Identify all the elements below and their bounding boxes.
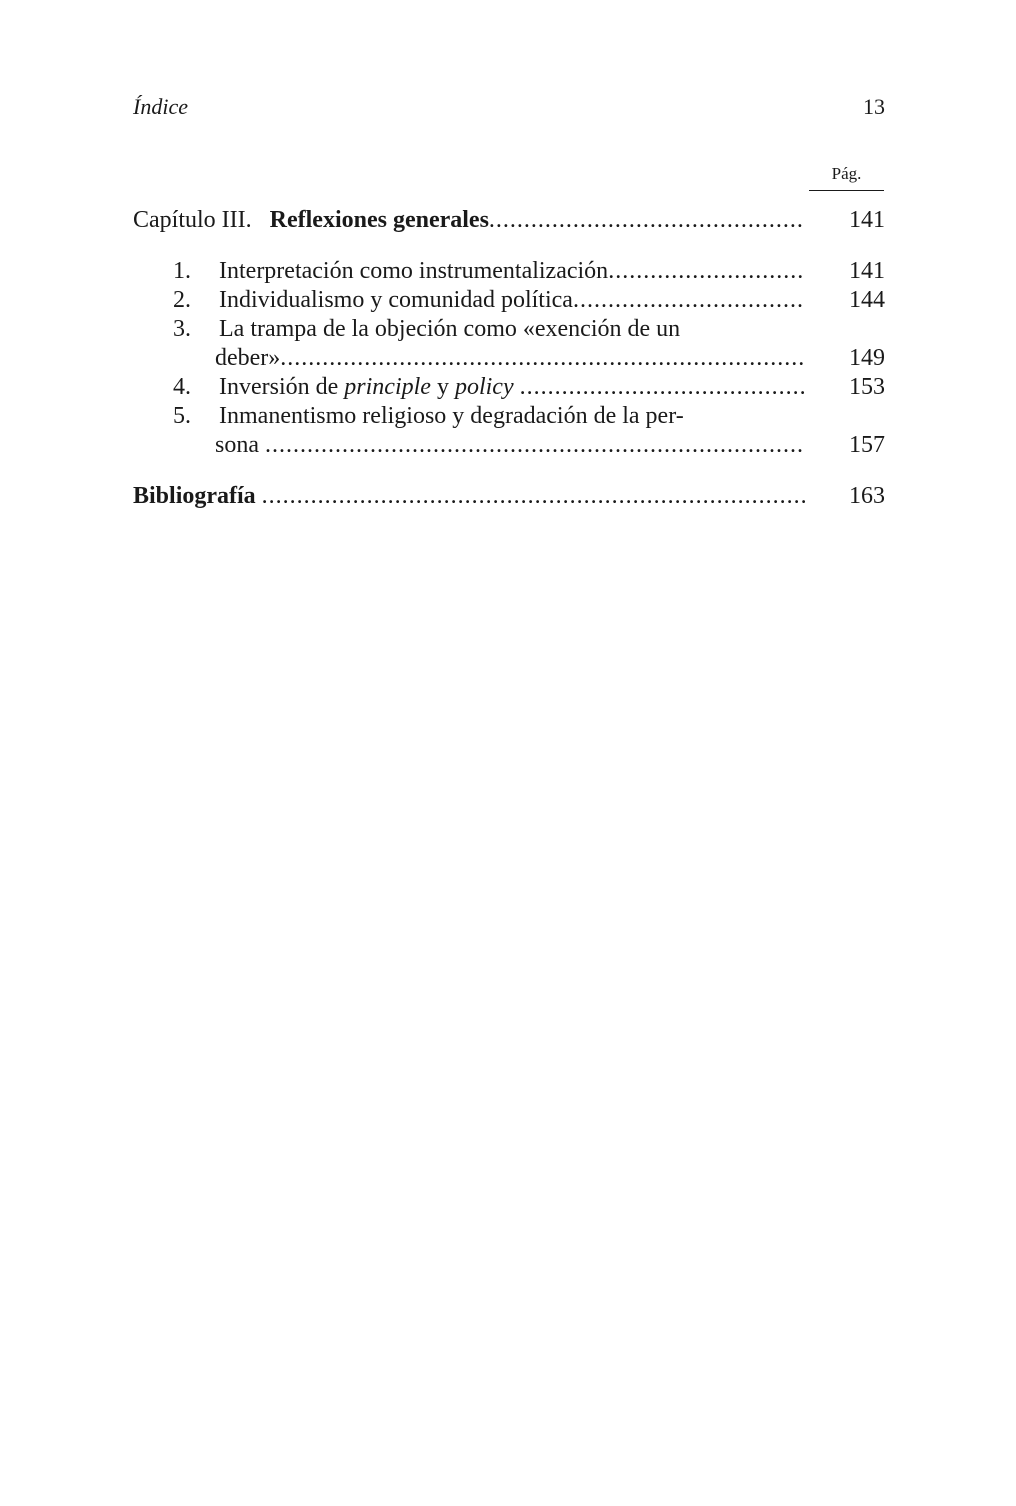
toc-chapter-row: [133, 206, 885, 235]
section-number: 1.: [173, 258, 191, 284]
page-column-label: Pág.: [809, 164, 884, 191]
leader-dots: [280, 344, 805, 373]
toc-bibliography-row: [133, 482, 885, 511]
section-title: Inversión de principle y policy: [219, 373, 520, 402]
toc-section-row: [133, 257, 885, 286]
term-policy: policy: [454, 374, 514, 400]
toc-section-row: [133, 373, 885, 402]
leader-dots: [262, 482, 805, 511]
table-of-contents: [133, 206, 885, 509]
page-number: 13: [863, 94, 885, 119]
toc-section-continuation: [133, 431, 885, 460]
section-number: 3.: [173, 316, 191, 342]
section-page: 157: [849, 432, 885, 458]
section-page: 153: [849, 374, 885, 400]
term-principle: principle: [344, 374, 431, 400]
leader-dots: [489, 206, 805, 235]
toc-section-row: [133, 286, 885, 315]
section-title-line1: Inmanentismo religioso y degradación de la per-: [219, 403, 684, 429]
bibliography-title: Bibliografía: [133, 483, 256, 509]
leader-dots: [608, 257, 805, 286]
bibliography-page: 163: [849, 483, 885, 509]
section-page: 141: [849, 258, 885, 284]
section-page: 149: [849, 345, 885, 371]
section-title: Individualismo y comunidad política: [219, 287, 573, 313]
leader-dots: [520, 373, 805, 402]
toc-section-row: [133, 402, 885, 431]
section-number: 5.: [173, 403, 191, 429]
leader-dots: [573, 286, 805, 315]
toc-section-continuation: [133, 344, 885, 373]
chapter-title: Reflexiones generales: [269, 207, 489, 233]
section-title-line2: sona: [215, 432, 259, 458]
section-title: Interpretación como instrumentalización: [219, 258, 609, 284]
section-number: 2.: [173, 287, 191, 313]
section-title-line2: deber»: [215, 345, 281, 371]
leader-dots: [265, 431, 805, 460]
running-head-title: Índice: [133, 94, 188, 119]
chapter-label: Capítulo III.: [133, 207, 252, 233]
section-number: 4.: [173, 374, 191, 400]
toc-section-row: [133, 315, 885, 344]
section-page: 144: [849, 287, 885, 313]
chapter-page: 141: [849, 207, 885, 233]
running-head: [133, 94, 885, 120]
section-title-line1: La trampa de la objeción como «exención de un: [219, 316, 681, 342]
